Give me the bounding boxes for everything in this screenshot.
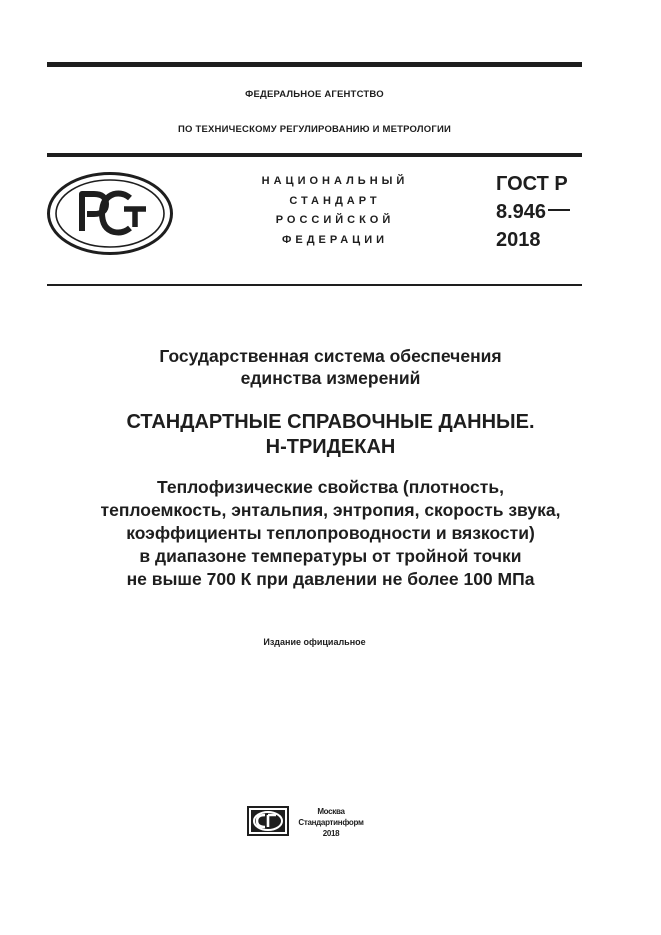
main-title-line: СТАНДАРТНЫЕ СПРАВОЧНЫЕ ДАННЫЕ.	[126, 411, 535, 433]
subtitle	[30, 476, 631, 591]
designation-year: 2018	[496, 229, 541, 251]
system-title	[30, 345, 631, 389]
publisher-year: 2018	[322, 829, 340, 838]
standard-designation	[496, 170, 570, 254]
designation-number-row	[496, 198, 570, 226]
designation-number: 8.946	[496, 201, 547, 223]
top-rule	[47, 62, 582, 67]
system-title-line: единства измерений	[240, 368, 421, 388]
subtitle-line: теплоемкость, энтальпия, энтропия, скорость звука,	[100, 500, 561, 520]
designation-prefix: ГОСТ Р	[496, 173, 568, 195]
subtitle-line: не выше 700 К при давлении не более 100 МПа	[126, 569, 535, 589]
publisher-name: Стандартинформ	[298, 818, 364, 827]
standard-type	[240, 172, 430, 250]
standard-type-line: НАЦИОНАЛЬНЫЙ	[261, 175, 409, 187]
standard-type-line: СТАНДАРТ	[289, 194, 381, 207]
standard-type-line: РОССИЙСКОЙ	[275, 214, 395, 226]
subtitle-line: в диапазоне температуры от тройной точки	[139, 546, 522, 566]
agency-name-line-2: ПО ТЕХНИЧЕСКОМУ РЕГУЛИРОВАНИЮ И МЕТРОЛОГИИ	[178, 124, 451, 135]
rst-logo-icon	[46, 171, 174, 256]
middle-rule	[47, 153, 582, 157]
standartinform-logo-icon	[247, 806, 289, 836]
agency-name-line-1: ФЕДЕРАЛЬНОЕ АГЕНТСТВО	[245, 89, 384, 100]
designation-dash	[548, 209, 570, 211]
publisher-info	[292, 806, 370, 839]
publisher-city: Москва	[317, 807, 345, 816]
system-title-line: Государственная система обеспечения	[159, 346, 502, 366]
subtitle-line: коэффициенты теплопроводности и вязкости)	[126, 523, 535, 543]
edition-note: Издание официальное	[263, 637, 366, 647]
main-title-line: Н-ТРИДЕКАН	[265, 436, 396, 458]
bottom-rule	[47, 284, 582, 286]
subtitle-line: Теплофизические свойства (плотность,	[157, 477, 504, 497]
main-title	[30, 410, 631, 460]
standard-type-line: ФЕДЕРАЦИИ	[281, 233, 389, 246]
